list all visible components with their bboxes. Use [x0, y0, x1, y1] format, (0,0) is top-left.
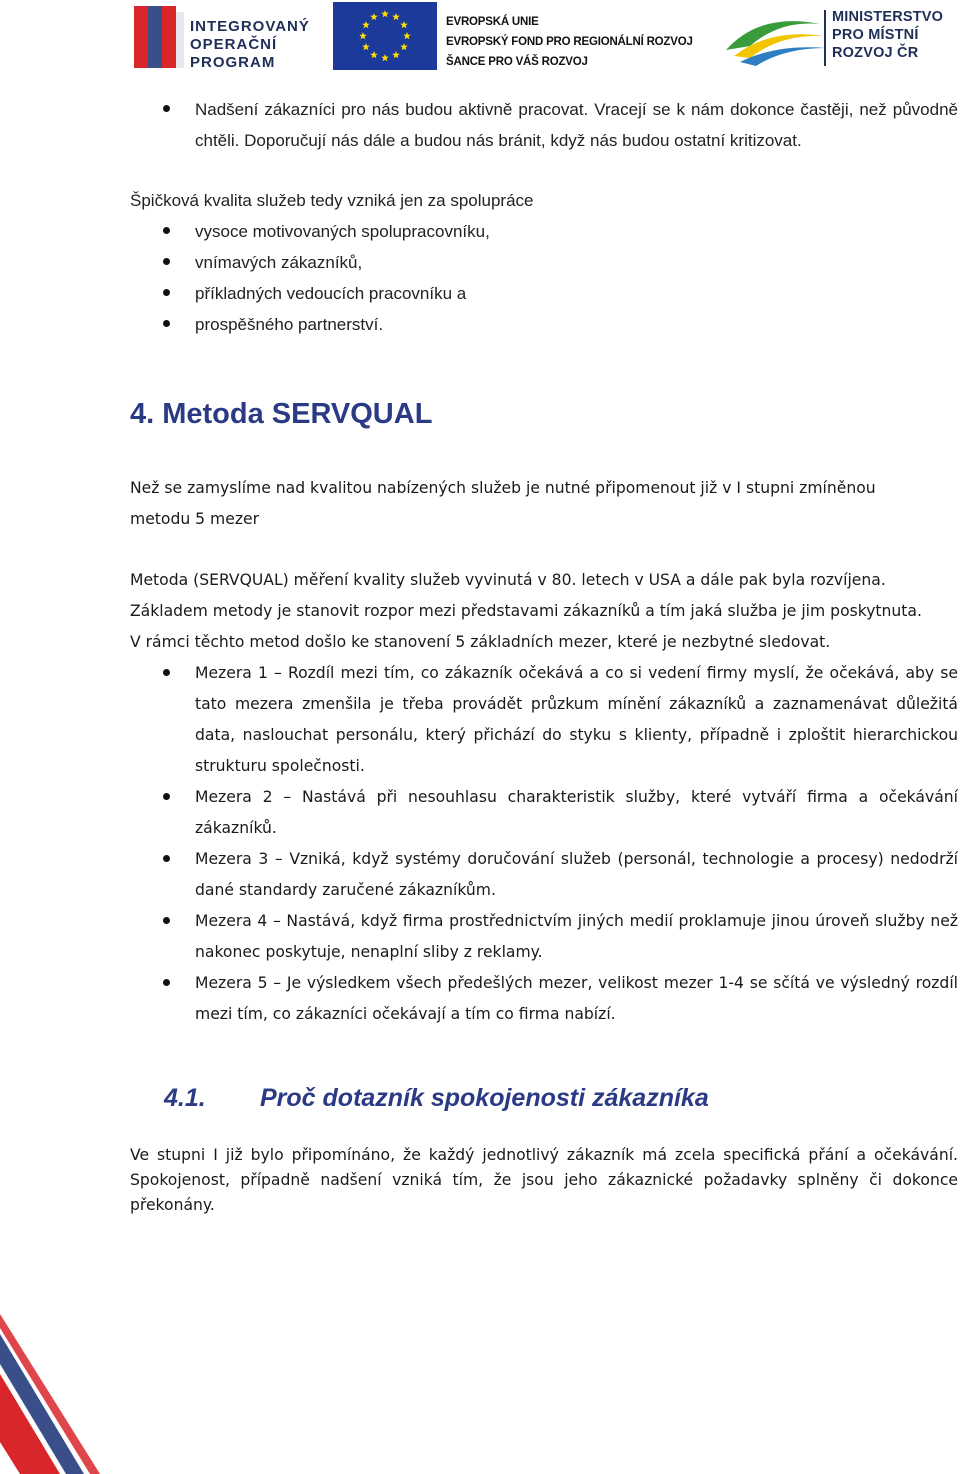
- section41-paragraph: Ve stupni I již bylo připomínáno, že každý jednotlivý zákazník má zcela specifická přání a očekávání. Spokojenost, případně nadšení vzniká tím, že jsou jeho zákaznické požadavky splněny či dokonce překonány.: [130, 1146, 958, 1214]
- list-item: Mezera 2 – Nastává při nesouhlasu charakteristik služby, které vytváří firma a očekávání zákazníků.: [130, 782, 958, 844]
- quality-block: [130, 185, 958, 340]
- bullet-icon: [163, 669, 170, 676]
- bullet-icon: [163, 917, 170, 924]
- header-logo-bar: [0, 0, 960, 80]
- bullet-icon: [163, 105, 170, 112]
- section-heading-4: 4. Metoda SERVQUAL: [130, 398, 433, 430]
- list-item: Mezera 1 – Rozdíl mezi tím, co zákazník očekává a co si vedení firmy myslí, že očekává, aby se tato mezera zmenšila je třeba provádět průzkum mínění zákazníků a zaznamenávat důležitá data, naslouchat personálu, který přichází do styku s klienty, případně i zploštit hierarchickou strukturu společnosti.: [130, 658, 958, 782]
- bullet-icon: [163, 979, 170, 986]
- list-item: Mezera 5 – Je výsledkem všech předešlých mezer, velikost mezer 1-4 se sčítá ve výsledný rozdíl mezi tím, co zákazníci očekávají a tím co firma nabízí.: [130, 968, 958, 1030]
- eu-flag-icon: [333, 2, 437, 70]
- bullet-icon: [163, 258, 170, 265]
- gaps-list: [130, 658, 958, 1030]
- decorative-corner-stripes: [0, 1314, 140, 1474]
- eu-logo-text: EVROPSKÁ UNIE EVROPSKÝ FOND PRO REGIONÁLNÍ ROZVOJ ŠANCE PRO VÁŠ ROZVOJ: [446, 16, 693, 68]
- list-item: vnímavých zákazníků,: [130, 247, 958, 278]
- list-item: vysoce motivovaných spolupracovníku,: [130, 216, 958, 247]
- list-item: Mezera 3 – Vzniká, když systémy doručování služeb (personál, technologie a procesy) nedodrží dané standardy zaručené zákazníkům.: [130, 844, 958, 906]
- bullet-icon: [163, 855, 170, 862]
- section4-paragraph: Metoda (SERVQUAL) měření kvality služeb vyvinutá v 80. letech v USA a dále pak byla rozvíjena. Základem metody je stanovit rozpor mezi představami zákazníků a tím jaká služba je jim poskytnuta. V rámci těchto metod došlo ke stanovení 5 základních mezer, které je nezbytné sledovat.: [130, 571, 922, 651]
- bullet-icon: [163, 793, 170, 800]
- gaps-list-block: [130, 658, 958, 1030]
- list-item: prospěšného partnerství.: [130, 309, 958, 340]
- iop-logo-text: INTEGROVANÝ OPERAČNÍ PROGRAM: [190, 18, 310, 71]
- intro-bullet-block: [130, 94, 958, 156]
- list-item: Nadšení zákazníci pro nás budou aktivně pracovat. Vracejí se k nám dokonce častěji, než původně chtěli. Doporučují nás dále a budou nás bránit, když nás budou ostatní kritizovat.: [130, 94, 958, 156]
- section-number: 4.1.: [164, 1084, 206, 1112]
- bullet-icon: [163, 227, 170, 234]
- list-item: Mezera 4 – Nastává, když firma prostřednictvím jiných medií proklamuje jinou úroveň služby než nakonec poskytuje, nenaplní sliby z reklamy.: [130, 906, 958, 968]
- list-item: příkladných vedoucích pracovníku a: [130, 278, 958, 309]
- bullet-icon: [163, 320, 170, 327]
- bullet-icon: [163, 289, 170, 296]
- section-heading-4-1: [164, 1084, 709, 1113]
- quality-list: [130, 216, 958, 340]
- mmr-logo-text: MINISTERSTVO PRO MÍSTNÍ ROZVOJ ČR: [832, 9, 944, 61]
- quality-intro: Špičková kvalita služeb tedy vzniká jen za spolupráce: [130, 191, 534, 210]
- section4-intro: Než se zamyslíme nad kvalitou nabízených služeb je nutné připomenout již v I stupni zmíněnou metodu 5 mezer: [130, 479, 876, 528]
- section-title: Proč dotazník spokojenosti zákazníka: [260, 1084, 709, 1112]
